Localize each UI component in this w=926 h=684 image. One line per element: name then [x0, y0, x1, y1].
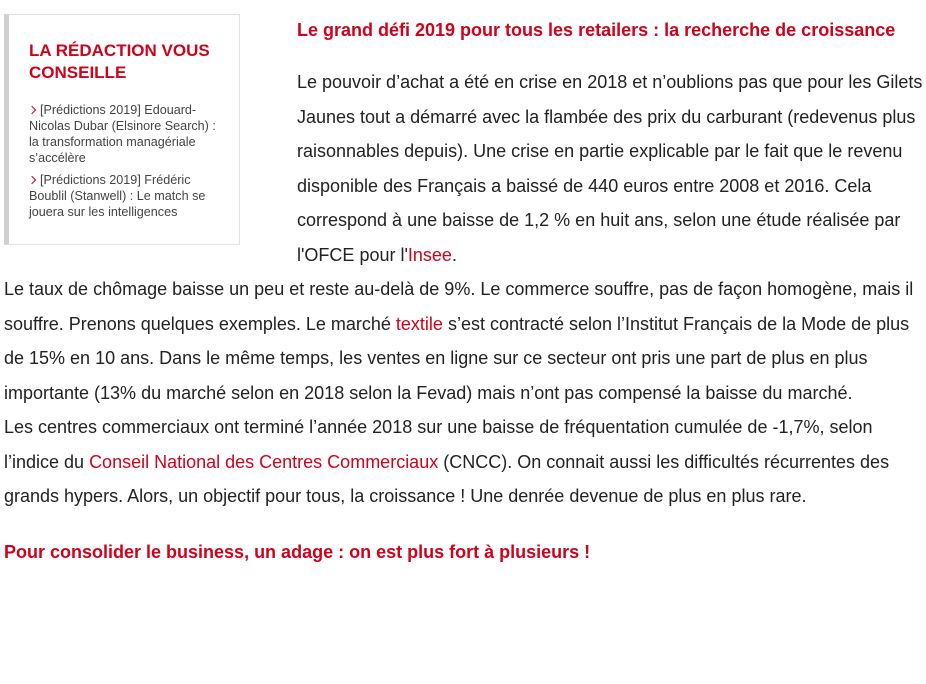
paragraph-1-tail: . [451, 244, 457, 265]
recommendation-link-1[interactable] [29, 102, 227, 166]
paragraph-2 [0, 272, 926, 410]
sidebar-title: LA RÉDACTION VOUS CONSEILLE [29, 41, 210, 82]
paragraph-3-text-after: (CNCC). On connait aussi les difficultés récurrentes des grands hypers. Alors, un objectif pour tous, la croissance ! Une denrée devenue de plus en plus rare. [4, 451, 890, 506]
section-heading: Le grand défi 2019 pour tous les retailers : la recherche de croissance [297, 20, 896, 40]
recommendation-list [29, 102, 227, 220]
section-heading-2: Pour consolider le business, un adage : on est plus fort à plusieurs ! [4, 541, 591, 562]
insee-link[interactable]: Insee [407, 244, 452, 265]
recommendation-label-2: [Prédictions 2019] Frédéric Boublil (Stanwell) : Le match se jouera sur les intelligences [29, 173, 206, 219]
paragraph-3 [0, 410, 926, 514]
editorial-recommendations-box [4, 14, 240, 245]
textile-link[interactable]: textile [395, 313, 443, 334]
paragraph-2-text-after: s’est contracté selon l’Institut Français de la Mode de plus de 15% en 10 ans. Dans le même temps, les ventes en ligne sur ce secteur ont pris une part de plus en plus importante (13% du marché selon en 2018 selon la Fevad) mais n’ont pas compensé la baisse du marché. [4, 313, 910, 403]
chevron-right-icon [28, 106, 36, 114]
paragraph-2-text-before: Le taux de chômage baisse un peu et reste au-delà de 9%. Le commerce souffre, pas de façon homogène, mais il souffre. Prenons quelques exemples. Le marché [4, 279, 914, 334]
paragraph-3-text-before: Les centres commerciaux ont terminé l’année 2018 sur une baisse de fréquentation cumulée de -1,7%, selon l’indice du [4, 417, 873, 472]
recommendation-link-2[interactable] [29, 172, 227, 220]
paragraph-1-text: Le pouvoir d’achat a été en crise en 2018 et n’oublions pas que pour les Gilets Jaunes tout a démarré avec la flambée des prix du carburant (redevenus plus raisonnables depuis). Une crise en partie explicable par le fait que le revenu disponible des Français a baissé de 440 euros entre 2008 et 2016. Cela correspond à une baisse de 1,2 % en huit ans, selon une étude réalisée par l'OFCE pour l' [297, 72, 923, 265]
chevron-right-icon [28, 176, 36, 184]
recommendation-label-1: [Prédictions 2019] Edouard-Nicolas Dubar (Elsinore Search) : la transformation managériale s’accélère [29, 103, 216, 165]
cncc-link[interactable]: Conseil National des Centres Commerciaux [89, 451, 439, 472]
